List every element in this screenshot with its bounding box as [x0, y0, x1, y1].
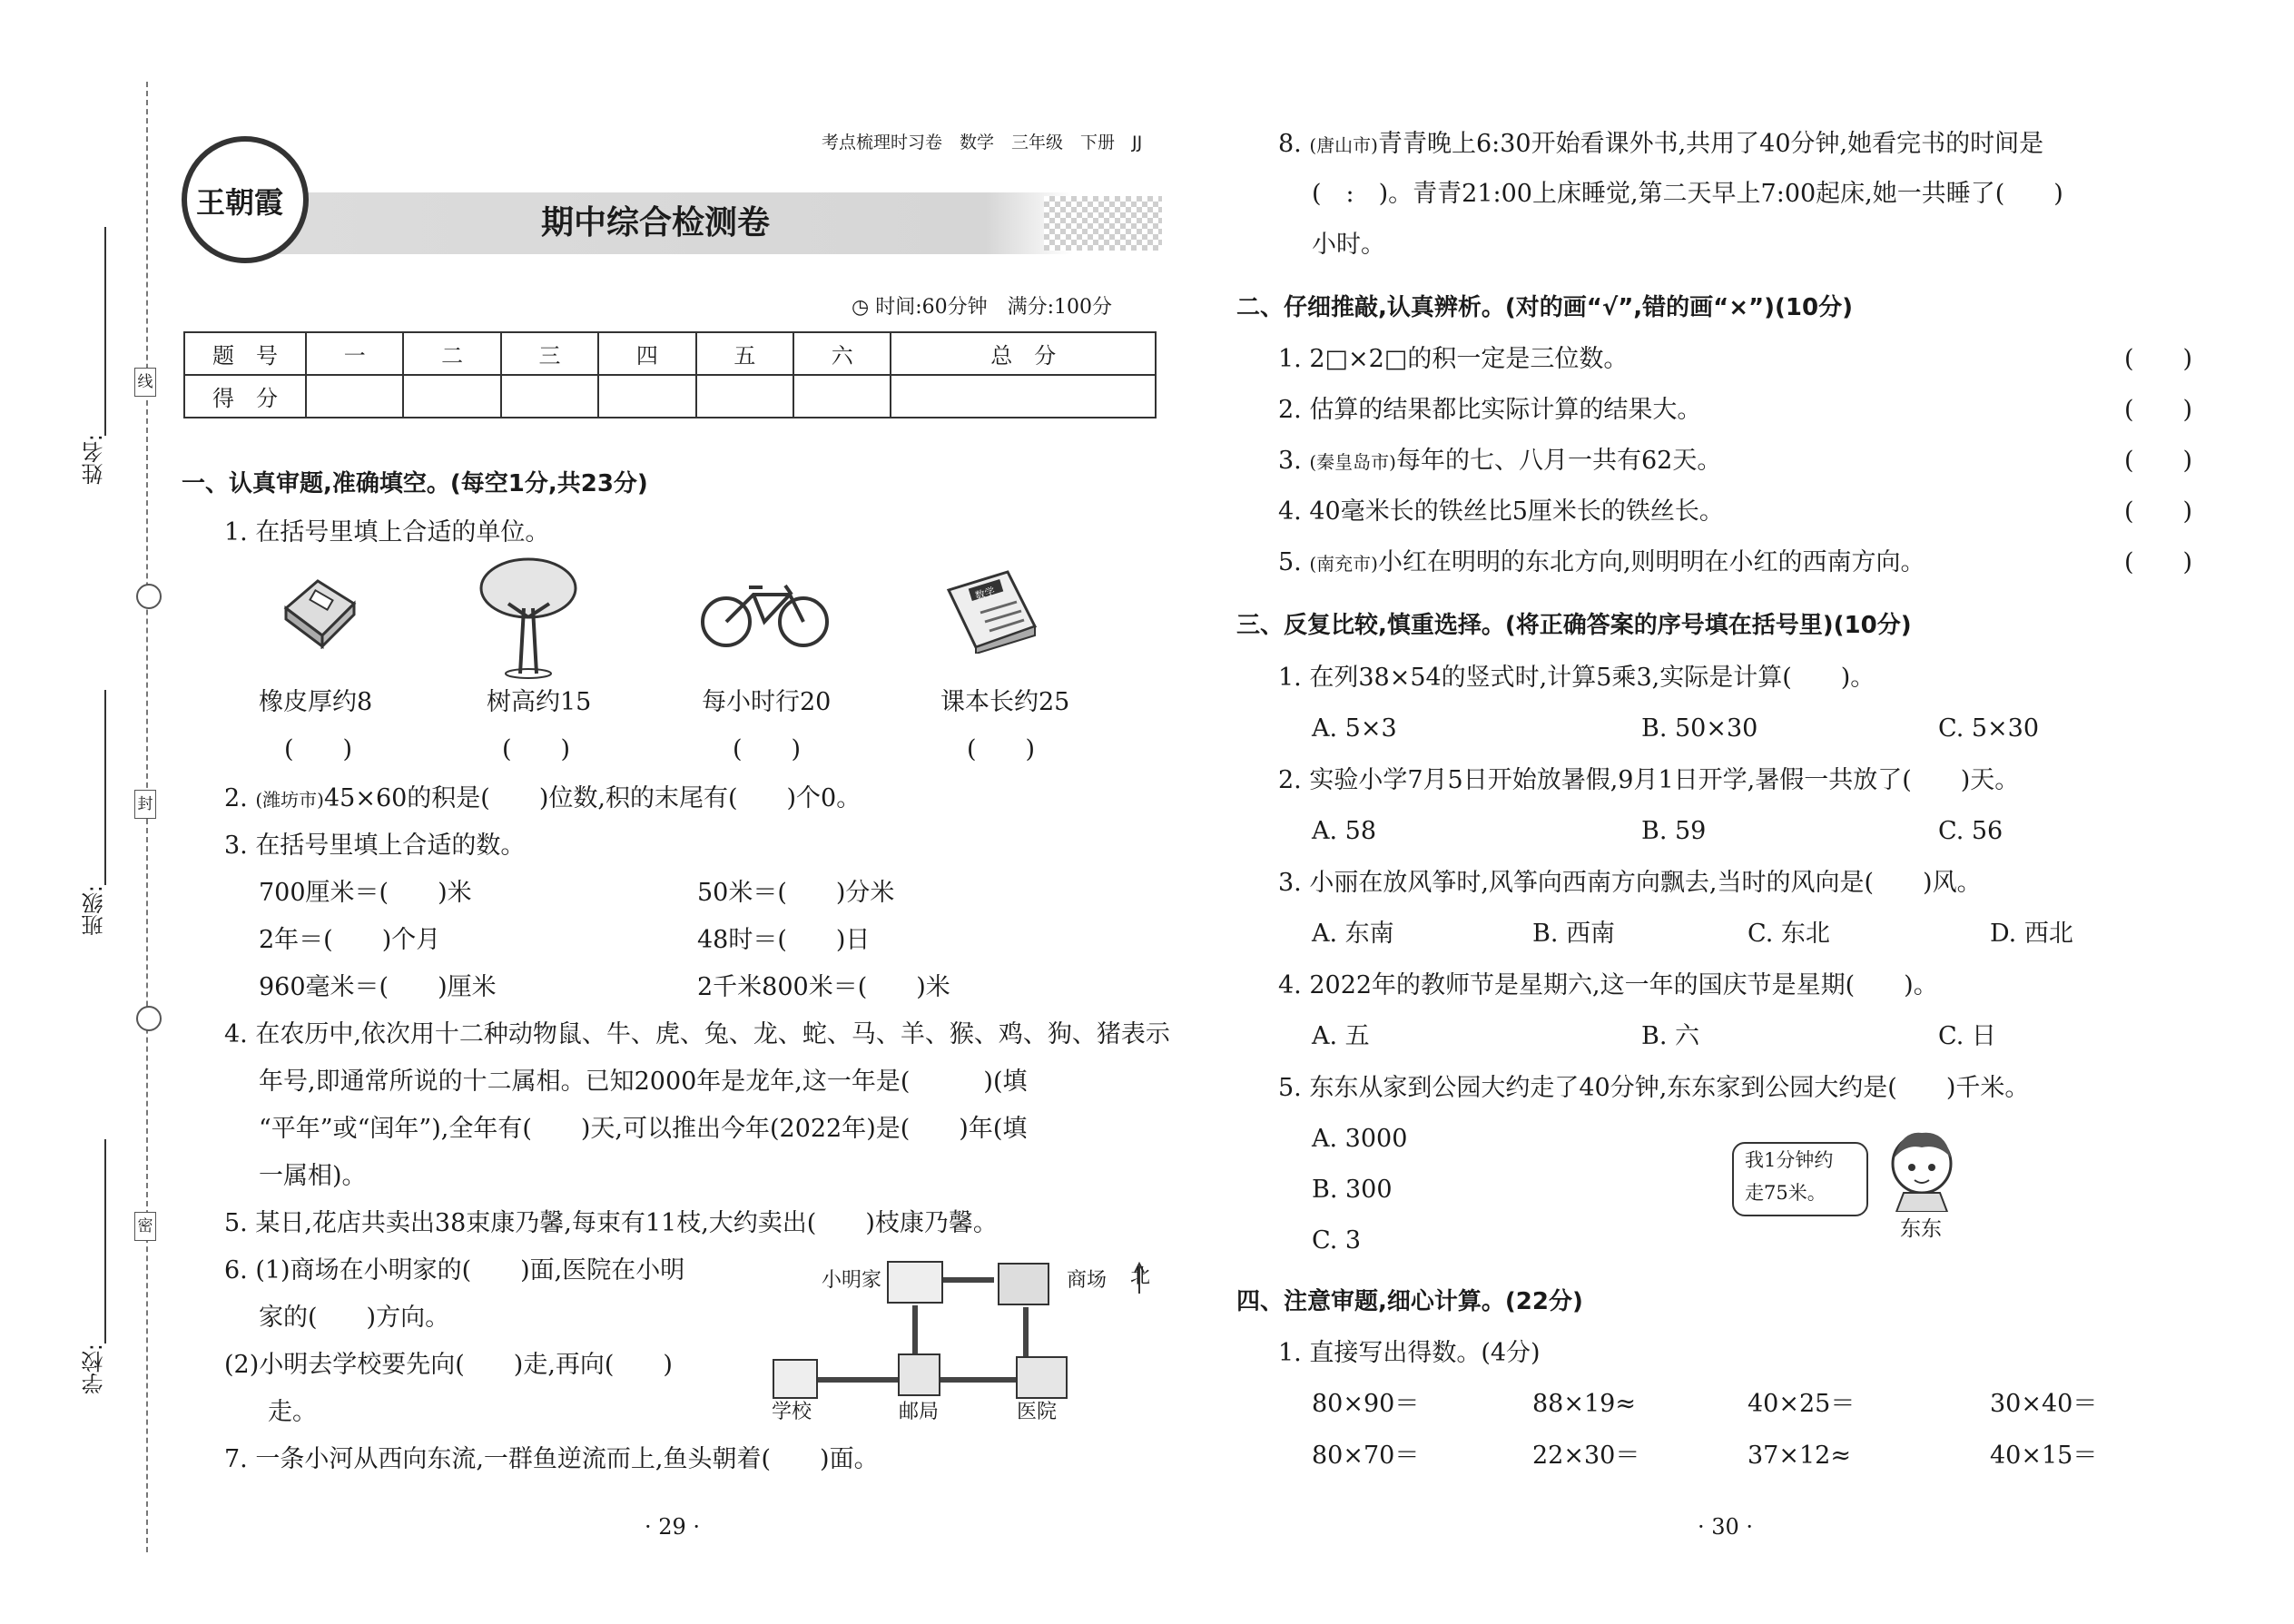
calc-item[interactable]: 88×19≈: [1532, 1390, 1636, 1418]
choice-option[interactable]: C. 5×30: [1938, 714, 2040, 743]
side-mark-seal: 封: [134, 790, 156, 819]
q3-item: 50米＝( )分米: [697, 879, 895, 907]
q3-item: 2年＝( )个月: [259, 926, 441, 954]
section-4-heading: 四、注意审题,细心计算。(22分): [1236, 1288, 1583, 1315]
school-icon: [773, 1360, 817, 1398]
q3-item: 48时＝( )日: [697, 926, 871, 954]
question-4-line: 4. 在农历中,依次用十二种动物鼠、牛、虎、兔、龙、蛇、马、羊、猴、鸡、狗、猪表示: [224, 1020, 1170, 1048]
judge-item: 5. (南充市)小红在明明的东北方向,则明明在小红的西南方向。: [1278, 548, 1925, 576]
choice-option[interactable]: A. 5×3: [1312, 714, 1397, 743]
calc-item[interactable]: 80×90＝: [1312, 1390, 1420, 1418]
judge-blank[interactable]: ( ): [2124, 396, 2193, 424]
calc-item[interactable]: 37×12≈: [1748, 1442, 1851, 1470]
choice-option[interactable]: B. 50×30: [1641, 714, 1758, 743]
calc-item[interactable]: 30×40＝: [1990, 1390, 2098, 1418]
school-label: 学校:: [82, 1343, 107, 1395]
name-label: 姓名:: [82, 434, 107, 486]
question-6-line: 家的( )方向。: [259, 1304, 450, 1332]
choice-option[interactable]: C. 3: [1312, 1226, 1362, 1255]
answer-blank[interactable]: ( ): [502, 735, 571, 763]
page-number-right: · 30 ·: [1698, 1514, 1754, 1540]
table-header: 三: [501, 332, 598, 375]
region-tag: (唐山市): [1309, 134, 1378, 156]
map-label-hospital: 医院: [1017, 1401, 1058, 1423]
calc-item[interactable]: 22×30＝: [1532, 1442, 1640, 1470]
score-cell[interactable]: [891, 375, 1156, 418]
tree-icon: [477, 554, 581, 681]
choice-option[interactable]: C. 56: [1938, 817, 2004, 845]
choice-question: 1. 在列38×54的竖式时,计算5乘3,实际是计算( )。: [1278, 664, 1876, 692]
question-1: 1. 在括号里填上合适的单位。: [224, 518, 550, 546]
scissor-icon: [136, 584, 162, 609]
q3-item: 700厘米＝( )米: [259, 879, 472, 907]
speech-bubble: 我1分钟约 走75米。: [1732, 1142, 1868, 1216]
score-cell[interactable]: [696, 375, 793, 418]
scissor-icon: [136, 1006, 162, 1031]
banner-pattern: [1044, 196, 1162, 251]
q1-item-label: 课本长约25: [940, 688, 1070, 716]
question-6-line: 走。: [268, 1398, 317, 1426]
question-3: 3. 在括号里填上合适的数。: [224, 832, 526, 860]
question-8-line: ( : )。青青21:00上床睡觉,第二天早上7:00起床,她一共睡了( ): [1312, 180, 2063, 208]
choice-option[interactable]: B. 59: [1641, 817, 1707, 845]
school-field[interactable]: [104, 1139, 106, 1343]
time-info: ◷ 时间:60分钟 满分:100分: [852, 296, 1113, 319]
choice-option[interactable]: B. 六: [1641, 1022, 1700, 1050]
question-4-line: “平年”或“闰年”),全年有( )天,可以推出今年(2022年)是( )年(填: [259, 1115, 1028, 1143]
table-header: 一: [306, 332, 403, 375]
judge-blank[interactable]: ( ): [2124, 497, 2193, 526]
score-cell[interactable]: [501, 375, 598, 418]
question-4-line: 一属相)。: [259, 1162, 367, 1190]
choice-question: 5. 东东从家到公园大约走了40分钟,东东家到公园大约是( )千米。: [1278, 1074, 2030, 1102]
table-header: 六: [793, 332, 891, 375]
q1-item-label: 每小时行20: [702, 688, 832, 716]
q1-item-label: 橡皮厚约8: [259, 688, 373, 716]
house-icon: [888, 1262, 942, 1303]
answer-blank[interactable]: ( ): [967, 735, 1036, 763]
q3-item: 2千米800米＝( )米: [697, 973, 950, 1001]
question-8-line: 8. (唐山市)青青晚上6:30开始看课外书,共用了40分钟,她看完书的时间是: [1278, 130, 2044, 158]
series-line: 考点梳理时习卷 数学 三年级 下册 JJ: [822, 133, 1143, 153]
section-2-heading: 二、仔细推敲,认真辨析。(对的画“√”,错的画“×”)(10分): [1236, 294, 1853, 321]
judge-blank[interactable]: ( ): [2124, 447, 2193, 475]
choice-option[interactable]: A. 3000: [1312, 1125, 1408, 1153]
page-number-left: · 29 ·: [645, 1514, 701, 1540]
choice-option[interactable]: A. 五: [1312, 1022, 1370, 1050]
choice-question: 4. 2022年的教师节是星期六,这一年的国庆节是星期( )。: [1278, 971, 1938, 999]
side-mark-line: 线: [134, 368, 156, 397]
question-4-line: 年号,即通常所说的十二属相。已知2000年是龙年,这一年是( )(填: [259, 1068, 1028, 1096]
section-1-heading: 一、认真审题,准确填空。(每空1分,共23分): [182, 470, 648, 497]
calc-item[interactable]: 40×15＝: [1990, 1442, 2098, 1470]
question-7: 7. 一条小河从西向东流,一群鱼逆流而上,鱼头朝着( )面。: [224, 1445, 879, 1473]
calc-item[interactable]: 80×70＝: [1312, 1442, 1420, 1470]
choice-option[interactable]: D. 西北: [1990, 920, 2073, 948]
question-6-line: (2)小明去学校要先向( )走,再向( ): [224, 1351, 673, 1379]
score-cell[interactable]: [598, 375, 695, 418]
score-cell[interactable]: [793, 375, 891, 418]
choice-question: 3. 小丽在放风筝时,风筝向西南方向飘去,当时的风向是( )风。: [1278, 869, 1982, 897]
page-title: 期中综合检测卷: [541, 204, 771, 241]
post-office-icon: [899, 1354, 940, 1395]
q3-item: 960毫米＝( )厘米: [259, 973, 497, 1001]
map-label-north: 北: [1130, 1265, 1151, 1288]
score-row-label: 得 分: [184, 375, 306, 418]
book-label: 数学: [973, 585, 997, 603]
answer-blank[interactable]: ( ): [284, 735, 353, 763]
section-3-heading: 三、反复比较,慎重选择。(将正确答案的序号填在括号里)(10分): [1236, 612, 1912, 639]
choice-option[interactable]: A. 58: [1312, 817, 1377, 845]
calc-question: 1. 直接写出得数。(4分): [1278, 1339, 1541, 1367]
clock-icon: ◷: [852, 296, 876, 319]
table-header: 总 分: [891, 332, 1156, 375]
mall-icon: [999, 1264, 1049, 1304]
judge-blank[interactable]: ( ): [2124, 345, 2193, 373]
table-header: 二: [403, 332, 500, 375]
name-field[interactable]: [104, 227, 106, 436]
choice-option[interactable]: B. 300: [1312, 1176, 1393, 1204]
choice-option[interactable]: B. 西南: [1532, 920, 1616, 948]
judge-item: 3. (秦皇岛市)每年的七、八月一共有62天。: [1278, 447, 1722, 475]
table-header: 五: [696, 332, 793, 375]
class-label: 班级:: [82, 885, 107, 937]
table-header: 题 号: [184, 332, 306, 375]
score-table: [183, 331, 1157, 418]
judge-item: 2. 估算的结果都比实际计算的结果大。: [1278, 396, 1702, 424]
score-cell[interactable]: [403, 375, 500, 418]
calc-item[interactable]: 40×25＝: [1748, 1390, 1856, 1418]
map-label-mall: 商场: [1067, 1269, 1108, 1292]
class-field[interactable]: [104, 690, 106, 885]
question-2: 2. (潍坊市)45×60的积是( )位数,积的末尾有( )个0。: [224, 784, 861, 812]
score-cell[interactable]: [306, 375, 403, 418]
q1-item-label: 树高约15: [487, 688, 592, 716]
region-tag: (秦皇岛市): [1309, 451, 1396, 473]
eraser-icon: [277, 572, 359, 649]
region-tag: (南充市): [1309, 553, 1378, 575]
choice-option[interactable]: A. 东南: [1312, 920, 1394, 948]
question-8-line: 小时。: [1312, 231, 1385, 259]
judge-blank[interactable]: ( ): [2124, 548, 2193, 576]
bicycle-icon: [699, 576, 831, 649]
map-label-home: 小明家: [822, 1269, 882, 1292]
map-label-school: 学校: [772, 1401, 812, 1423]
choice-option[interactable]: C. 东北: [1748, 920, 1830, 948]
side-mark-dense: 密: [134, 1212, 156, 1241]
kid-icon: [1884, 1126, 1961, 1212]
answer-blank[interactable]: ( ): [733, 735, 802, 763]
choice-question: 2. 实验小学7月5日开始放暑假,9月1日开学,暑假一共放了( )天。: [1278, 766, 2020, 794]
hospital-icon: [1017, 1357, 1067, 1398]
judge-item: 4. 40毫米长的铁丝比5厘米长的铁丝长。: [1278, 497, 1724, 526]
judge-item: 1. 2□×2□的积一定是三位数。: [1278, 345, 1629, 373]
table-header: 四: [598, 332, 695, 375]
map-label-post: 邮局: [899, 1401, 940, 1423]
region-tag: (潍坊市): [255, 789, 324, 811]
question-6-line: 6. (1)商场在小明家的( )面,医院在小明: [224, 1256, 685, 1284]
textbook-icon: [944, 567, 1039, 654]
choice-option[interactable]: C. 日: [1938, 1022, 1996, 1050]
brand-logo: 王朝霞: [182, 136, 309, 263]
kid-name: 东东: [1900, 1217, 1942, 1241]
question-5: 5. 某日,花店共卖出38束康乃馨,每束有11枝,大约卖出( )枝康乃馨。: [224, 1209, 998, 1237]
